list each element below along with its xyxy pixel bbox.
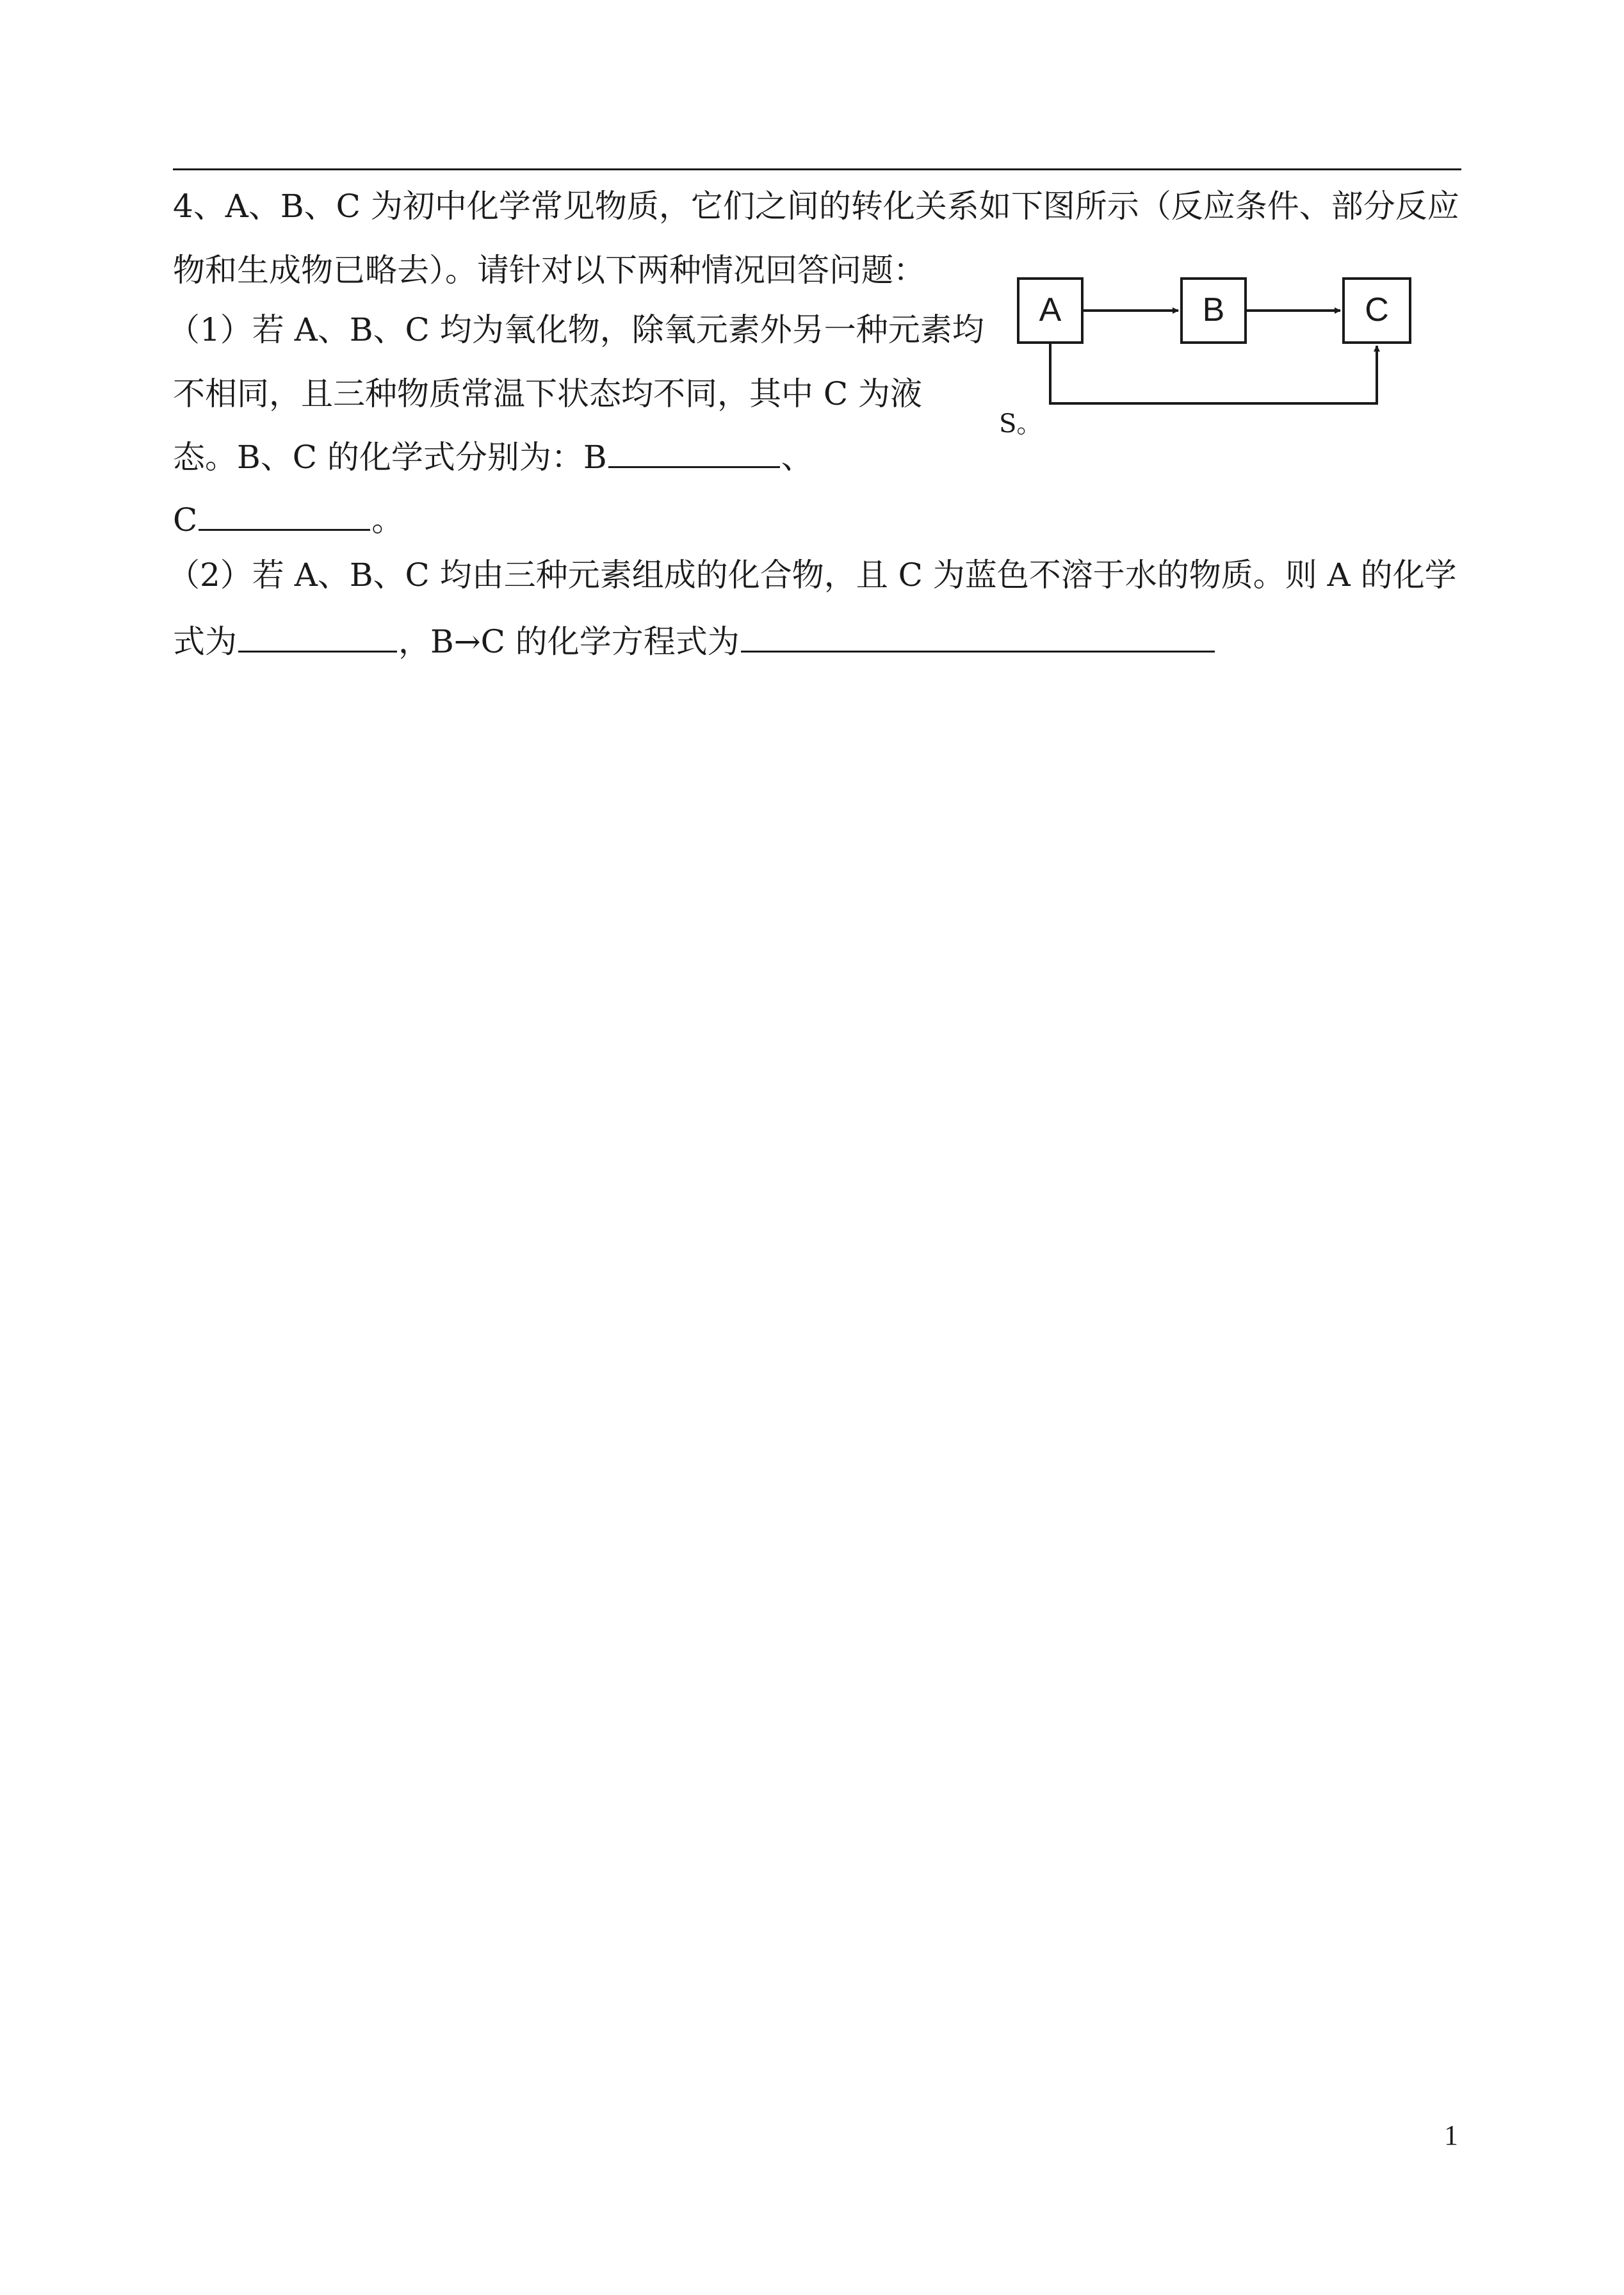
node-b-label: B <box>1202 291 1225 328</box>
node-c <box>1344 279 1410 343</box>
node-a <box>1018 279 1082 343</box>
part1-line-3-suffix: 、 <box>781 439 813 476</box>
node-a-label: A <box>1039 291 1062 328</box>
answer-blank-b[interactable] <box>608 435 780 468</box>
part1-line-4-suffix: 。 <box>371 501 404 539</box>
part1-line-4-prefix: C <box>173 501 198 539</box>
conversion-diagram <box>993 272 1434 439</box>
arrow-a-to-c <box>1050 344 1377 403</box>
part1-line-1: （1）若 A、B、C 均为氧化物，除氧元素外另一种元素均 <box>168 311 984 348</box>
question-line-2: 物和生成物已略去）。请针对以下两种情况回答问题： <box>173 252 925 289</box>
node-c-label: C <box>1365 291 1389 328</box>
part2-line-2 <box>173 620 1216 661</box>
part1-line-3 <box>173 435 813 476</box>
part2-line-2-middle: ，B→C 的化学方程式为 <box>398 623 740 660</box>
part2-line-2-prefix: 式为 <box>173 623 237 660</box>
part1-line-4 <box>173 498 403 539</box>
header-rule <box>173 168 1461 170</box>
part1-line-2: 不相同，且三种物质常温下状态均不同，其中 C 为液 <box>173 375 923 412</box>
node-b <box>1181 279 1246 343</box>
answer-blank-equation[interactable] <box>741 620 1215 653</box>
diagram-artifact-text: S。 <box>999 409 1043 439</box>
question-line-1: 4、A、B、C 为初中化学常见物质，它们之间的转化关系如下图所示（反应条件、部分反应 <box>173 188 1459 225</box>
answer-blank-a-formula[interactable] <box>238 620 397 653</box>
part1-line-3-prefix: 态。B、C 的化学式分别为：B <box>173 439 607 476</box>
answer-blank-c[interactable] <box>199 498 370 531</box>
part2-line-1: （2）若 A、B、C 均由三种元素组成的化合物，且 C 为蓝色不溶于水的物质。则 A 的化学 <box>168 556 1457 594</box>
page-number: 1 <box>1444 2120 1458 2151</box>
